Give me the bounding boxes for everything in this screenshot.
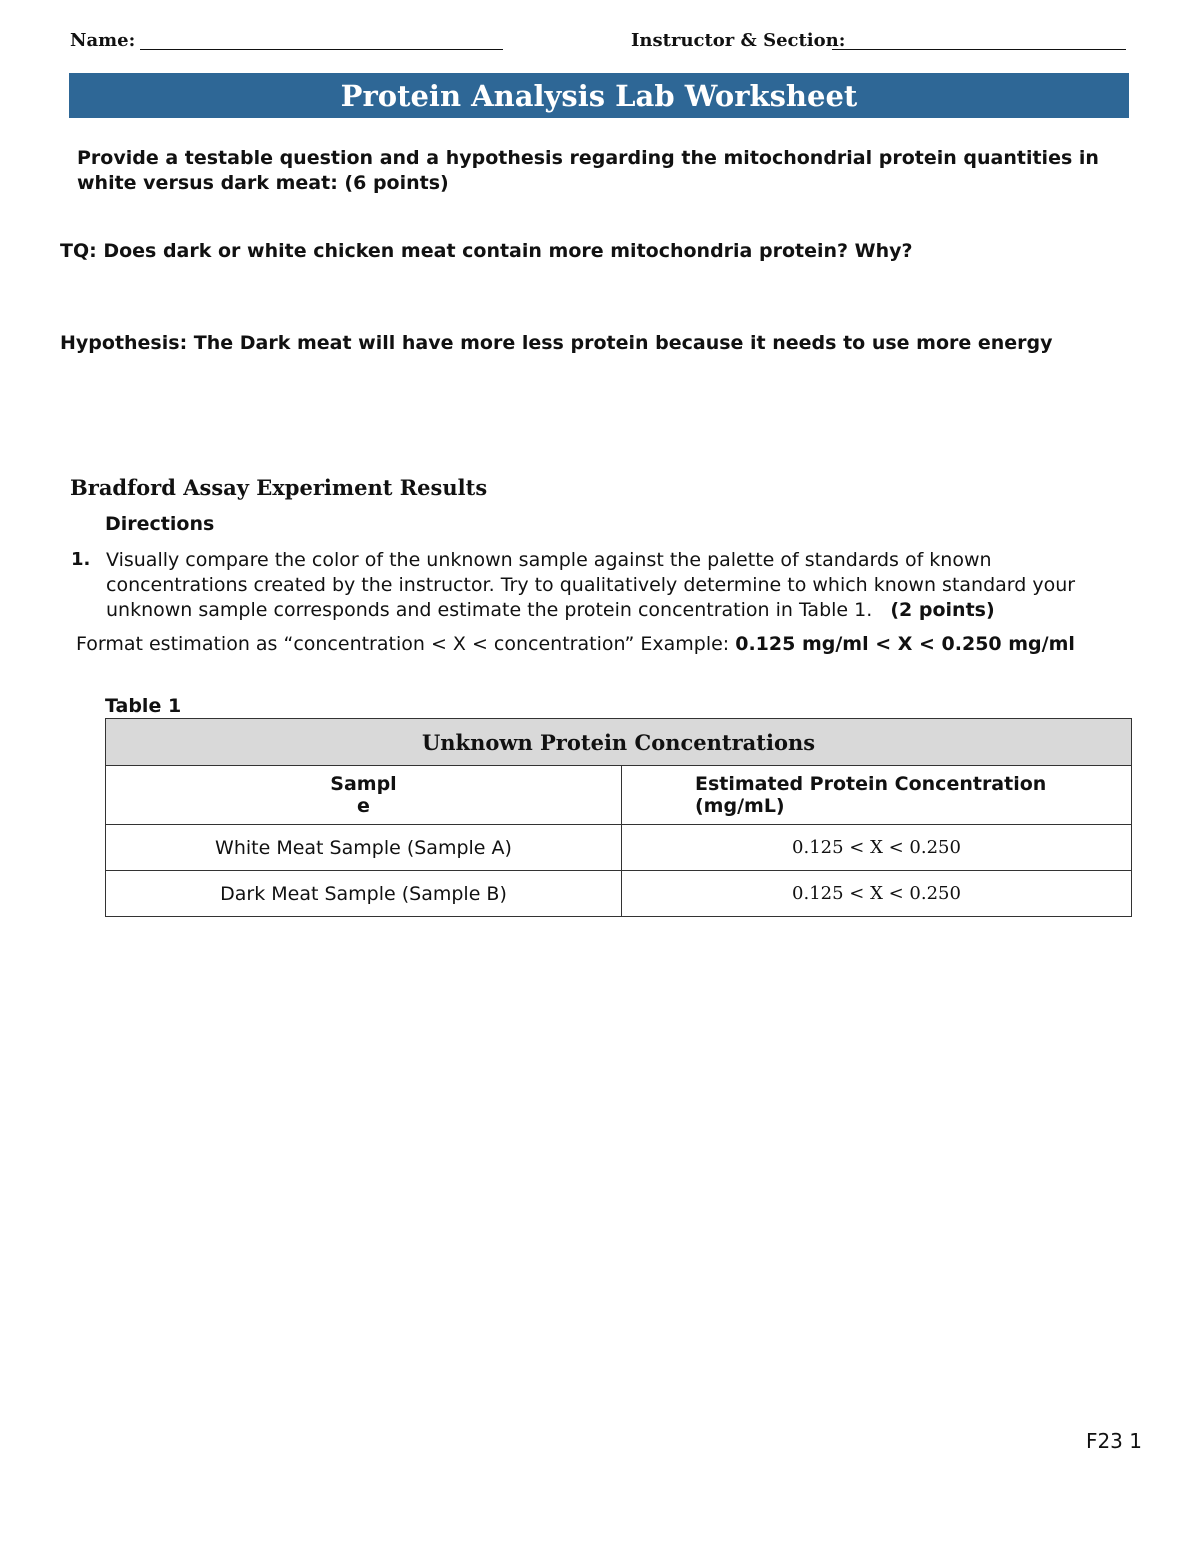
hypothesis-answer[interactable]: Hypothesis: The Dark meat will have more less protein because it needs to use more energy [60,332,1053,354]
page-footer: F23 1 [1085,1429,1142,1453]
concentration-cell[interactable]: 0.125 < X < 0.250 [622,825,1132,871]
table-caption: Unknown Protein Concentrations [106,719,1132,766]
step-number: 1. [71,549,91,570]
format-instruction [76,633,1075,655]
table-row [106,871,1132,917]
sample-cell: White Meat Sample (Sample A) [106,825,622,871]
format-example: 0.125 mg/ml < X < 0.250 mg/ml [735,633,1075,655]
name-label: Name: [70,30,136,51]
column-header-sample-line1: Sampl [330,773,397,795]
protein-concentration-table [105,718,1132,917]
step-points: (2 points) [890,599,995,621]
format-text: Format estimation as “concentration < X < concentration” Example: [76,633,736,655]
table-label: Table 1 [105,695,182,717]
column-header-concentration-line1: Estimated Protein Concentration [695,773,1047,795]
step-instructions: Visually compare the color of the unknown sample against the palette of standards of known concentrations created by the instructor. Try to qualitatively determine to which known standard your unknown sample corresponds and estimate the protein concentration in Table 1. [106,549,1076,621]
section-heading: Bradford Assay Experiment Results [70,475,488,500]
step-text [106,548,1136,623]
worksheet-title: Protein Analysis Lab Worksheet [69,73,1129,118]
concentration-cell[interactable]: 0.125 < X < 0.250 [622,871,1132,917]
name-input-line[interactable] [140,49,503,50]
instructor-section-input-line[interactable] [832,49,1126,50]
column-header-concentration-line2: (mg/mL) [695,795,785,817]
directions-label: Directions [105,513,215,535]
column-header-concentration [622,766,1132,825]
sample-cell: Dark Meat Sample (Sample B) [106,871,622,917]
table-row [106,825,1132,871]
instructor-section-label: Instructor & Section: [631,30,846,51]
question-prompt: Provide a testable question and a hypothesis regarding the mitochondrial protein quantities in white versus dark meat: (6 points) [77,147,1099,194]
column-header-sample [106,766,622,825]
testable-question-answer[interactable]: TQ: Does dark or white chicken meat contain more mitochondria protein? Why? [60,240,913,262]
column-header-sample-line2: e [357,795,370,817]
